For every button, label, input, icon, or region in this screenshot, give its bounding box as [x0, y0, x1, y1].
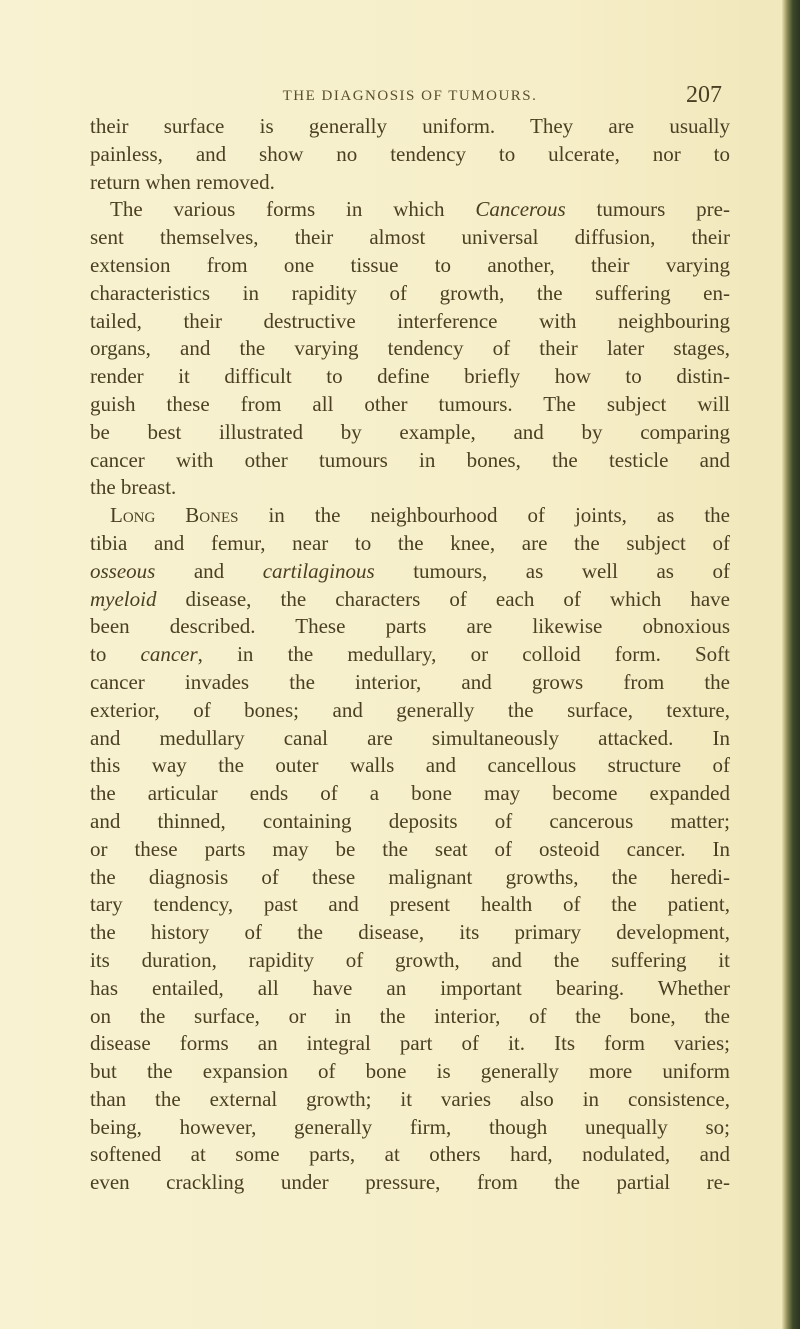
- text-segment: being, however, generally firm, though unequally so;: [90, 1114, 730, 1139]
- text-segment: tumours pre-: [565, 197, 730, 222]
- text-line: [90, 975, 730, 1003]
- text-line: [90, 1003, 730, 1031]
- text-segment: guish these from all other tumours. The subject will: [90, 391, 730, 416]
- text-segment: and: [155, 558, 263, 583]
- text-segment: but the expansion of bone is generally more uniform: [90, 1059, 730, 1084]
- text-line: [90, 308, 730, 336]
- text-line: [90, 224, 730, 252]
- text-line: [90, 252, 730, 280]
- text-segment: has entailed, all have an important bearing. Whether: [90, 975, 730, 1000]
- text-segment: painless, and show no tendency to ulcerate, nor to: [90, 141, 730, 166]
- text-line: [90, 141, 730, 169]
- text-line: [90, 169, 730, 197]
- text-line: [90, 558, 730, 586]
- text-line: [90, 530, 730, 558]
- text-segment: render it difficult to define briefly how to distin-: [90, 364, 730, 389]
- italic-term: osseous: [90, 558, 156, 583]
- text-line: [90, 447, 730, 475]
- small-caps-heading: Long Bones: [110, 503, 239, 528]
- page-number: 207: [686, 82, 722, 108]
- text-line: [90, 919, 730, 947]
- text-segment: this way the outer walls and cancellous structure of: [90, 753, 730, 778]
- italic-term: Cancerous: [475, 197, 566, 222]
- text-segment: or these parts may be the seat of osteoid cancer. In: [90, 836, 730, 861]
- text-line: [90, 391, 730, 419]
- text-segment: exterior, of bones; and generally the surface, texture,: [90, 697, 730, 722]
- text-line: [90, 864, 730, 892]
- text-segment: the history of the disease, its primary development,: [90, 920, 730, 945]
- italic-term: cartilaginous: [262, 558, 375, 583]
- text-segment: extension from one tissue to another, their varying: [90, 252, 730, 277]
- text-segment: been described. These parts are likewise obnoxious: [90, 614, 730, 639]
- text-line: [90, 752, 730, 780]
- text-line: [90, 196, 730, 224]
- running-title: THE DIAGNOSIS OF TUMOURS.: [282, 88, 538, 104]
- text-segment: its duration, rapidity of growth, and the suffering it: [90, 947, 730, 972]
- text-line: [90, 641, 730, 669]
- text-segment: tumours, as well as of: [374, 558, 730, 583]
- italic-term: myeloid: [90, 586, 157, 611]
- text-line: [90, 1030, 730, 1058]
- text-line: [90, 474, 730, 502]
- text-segment: to: [90, 642, 141, 667]
- page-header: [90, 84, 730, 112]
- text-line: [90, 780, 730, 808]
- text-line: [90, 502, 730, 530]
- text-segment: cancer invades the interior, and grows from the: [90, 669, 730, 694]
- text-line: [90, 280, 730, 308]
- text-line: [90, 1086, 730, 1114]
- text-line: [90, 697, 730, 725]
- text-line: [90, 808, 730, 836]
- text-segment: disease, the characters of each of which have: [156, 586, 730, 611]
- text-segment: the diagnosis of these malignant growths, the heredi-: [90, 864, 730, 889]
- text-line: [90, 1169, 730, 1197]
- body-text: [90, 113, 730, 1197]
- text-segment: and medullary canal are simultaneously attacked. In: [90, 725, 730, 750]
- text-segment: The various forms in which: [110, 197, 476, 222]
- text-line: [90, 1114, 730, 1142]
- text-segment: cancer with other tumours in bones, the testicle and: [90, 447, 730, 472]
- text-segment: return when removed.: [90, 169, 275, 194]
- text-segment: organs, and the varying tendency of their later stages,: [90, 336, 730, 361]
- text-line: [90, 947, 730, 975]
- text-segment: tary tendency, past and present health of the patient,: [90, 892, 730, 917]
- text-segment: on the surface, or in the interior, of the bone, the: [90, 1003, 730, 1028]
- text-line: [90, 1141, 730, 1169]
- text-line: [90, 1058, 730, 1086]
- text-line: [90, 669, 730, 697]
- text-line: [90, 836, 730, 864]
- text-line: [90, 113, 730, 141]
- text-segment: be best illustrated by example, and by comparing: [90, 419, 730, 444]
- text-segment: than the external growth; it varies also in consistence,: [90, 1086, 730, 1111]
- text-line: [90, 586, 730, 614]
- book-binding-edge: [782, 0, 800, 1329]
- text-segment: in the neighbourhood of joints, as the: [238, 503, 730, 528]
- text-line: [90, 725, 730, 753]
- text-segment: , in the medullary, or colloid form. Soft: [197, 642, 730, 667]
- text-segment: the breast.: [90, 475, 177, 500]
- text-segment: disease forms an integral part of it. Its form varies;: [90, 1031, 730, 1056]
- text-segment: the articular ends of a bone may become expanded: [90, 781, 730, 806]
- text-segment: tibia and femur, near to the knee, are the subject of: [90, 530, 730, 555]
- text-line: [90, 891, 730, 919]
- text-segment: even crackling under pressure, from the partial re-: [90, 1170, 730, 1195]
- text-segment: softened at some parts, at others hard, nodulated, and: [90, 1142, 730, 1167]
- text-line: [90, 363, 730, 391]
- text-segment: their surface is generally uniform. They are usually: [90, 114, 730, 138]
- italic-term: cancer: [140, 642, 198, 667]
- text-line: [90, 613, 730, 641]
- text-segment: characteristics in rapidity of growth, the suffering en-: [90, 280, 730, 305]
- text-line: [90, 419, 730, 447]
- text-segment: tailed, their destructive interference with neighbouring: [90, 308, 730, 333]
- text-line: [90, 335, 730, 363]
- text-segment: and thinned, containing deposits of cancerous matter;: [90, 808, 730, 833]
- text-segment: sent themselves, their almost universal diffusion, their: [90, 225, 730, 250]
